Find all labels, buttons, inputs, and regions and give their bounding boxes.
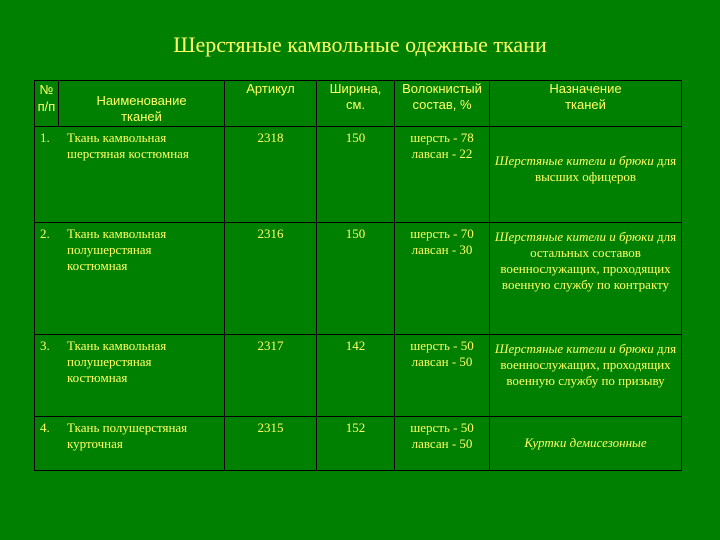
row-name-cell	[35, 223, 225, 335]
row-article: 2318	[225, 127, 317, 223]
row-width: 150	[317, 223, 395, 335]
row-name-line: шерстяная костюмная	[67, 146, 189, 161]
row-name-line: полушерстяная	[67, 242, 152, 257]
row-width: 152	[317, 417, 395, 471]
row-purpose-rest: для военнослужащих, проходящих военную службу по призыву	[500, 341, 677, 388]
row-number: 4.	[40, 420, 50, 435]
row-fiber-line: лавсан - 22	[411, 146, 473, 161]
table-header-row	[35, 81, 682, 127]
row-name-line: полушерстяная	[67, 354, 152, 369]
row-fiber	[395, 417, 490, 471]
header-name	[59, 81, 225, 127]
table-row	[35, 127, 682, 223]
row-fiber-line: шерсть - 70	[410, 226, 474, 241]
row-name-line: Ткань камвольная	[67, 338, 167, 353]
row-fiber	[395, 223, 490, 335]
row-name-cell	[35, 127, 225, 223]
row-name-line: Ткань камвольная	[67, 130, 167, 145]
row-article: 2317	[225, 335, 317, 417]
slide-title: Шерстяные камвольные одежные ткани	[173, 32, 547, 57]
row-fiber	[395, 127, 490, 223]
header-fiber	[395, 81, 490, 127]
header-purpose-line1: Назначение	[549, 81, 622, 96]
header-number-line1: №	[39, 82, 54, 97]
row-article: 2316	[225, 223, 317, 335]
header-fiber-line2: состав, %	[412, 97, 472, 112]
row-name-line: Ткань камвольная	[67, 226, 167, 241]
header-width	[317, 81, 395, 127]
header-name-line1: Наименование	[96, 93, 187, 108]
row-name-cell	[35, 335, 225, 417]
row-purpose-italic: Шерстяные кители и брюки	[494, 229, 654, 244]
row-fiber-line: лавсан - 50	[411, 436, 473, 451]
row-purpose-italic: Шерстяные кители и брюки	[494, 153, 654, 168]
row-purpose-italic: Шерстяные кители и брюки	[494, 341, 654, 356]
header-number	[35, 81, 59, 127]
table-row	[35, 417, 682, 471]
header-article	[225, 81, 317, 127]
row-purpose-rest: для остальных составов военнослужащих, проходящих военную службу по контракту	[500, 229, 677, 292]
row-fiber-line: шерсть - 50	[410, 338, 474, 353]
row-name-line: курточная	[67, 436, 123, 451]
row-name-line: костюмная	[67, 370, 128, 385]
header-width-line1: Ширина,	[329, 81, 382, 96]
header-fiber-line1: Волокнистый	[402, 81, 482, 96]
fabrics-table	[34, 80, 682, 471]
header-purpose-line2: тканей	[565, 97, 606, 112]
row-purpose-rest: для высших офицеров	[534, 153, 677, 184]
table-row	[35, 223, 682, 335]
row-number: 2.	[40, 226, 50, 241]
row-fiber-line: шерсть - 50	[410, 420, 474, 435]
table-row	[35, 335, 682, 417]
row-purpose	[490, 127, 682, 223]
row-fiber-line: лавсан - 30	[411, 242, 473, 257]
row-name-line: Ткань полушерстяная	[67, 420, 188, 435]
header-width-line2: см.	[345, 97, 366, 112]
row-width: 150	[317, 127, 395, 223]
row-number: 1.	[40, 130, 50, 145]
header-number-line2: п/п	[37, 99, 56, 114]
header-purpose	[490, 81, 682, 127]
row-name-cell	[35, 417, 225, 471]
row-name-line: костюмная	[67, 258, 128, 273]
row-purpose	[490, 223, 682, 335]
header-name-line2: тканей	[121, 109, 162, 124]
row-width: 142	[317, 335, 395, 417]
row-purpose-italic: Куртки демисезонные	[524, 435, 647, 450]
row-fiber	[395, 335, 490, 417]
row-fiber-line: лавсан - 50	[411, 354, 473, 369]
row-purpose	[490, 335, 682, 417]
row-purpose	[490, 417, 682, 471]
header-article-label: Артикул	[246, 81, 295, 96]
row-number: 3.	[40, 338, 50, 353]
row-fiber-line: шерсть - 78	[410, 130, 474, 145]
row-article: 2315	[225, 417, 317, 471]
